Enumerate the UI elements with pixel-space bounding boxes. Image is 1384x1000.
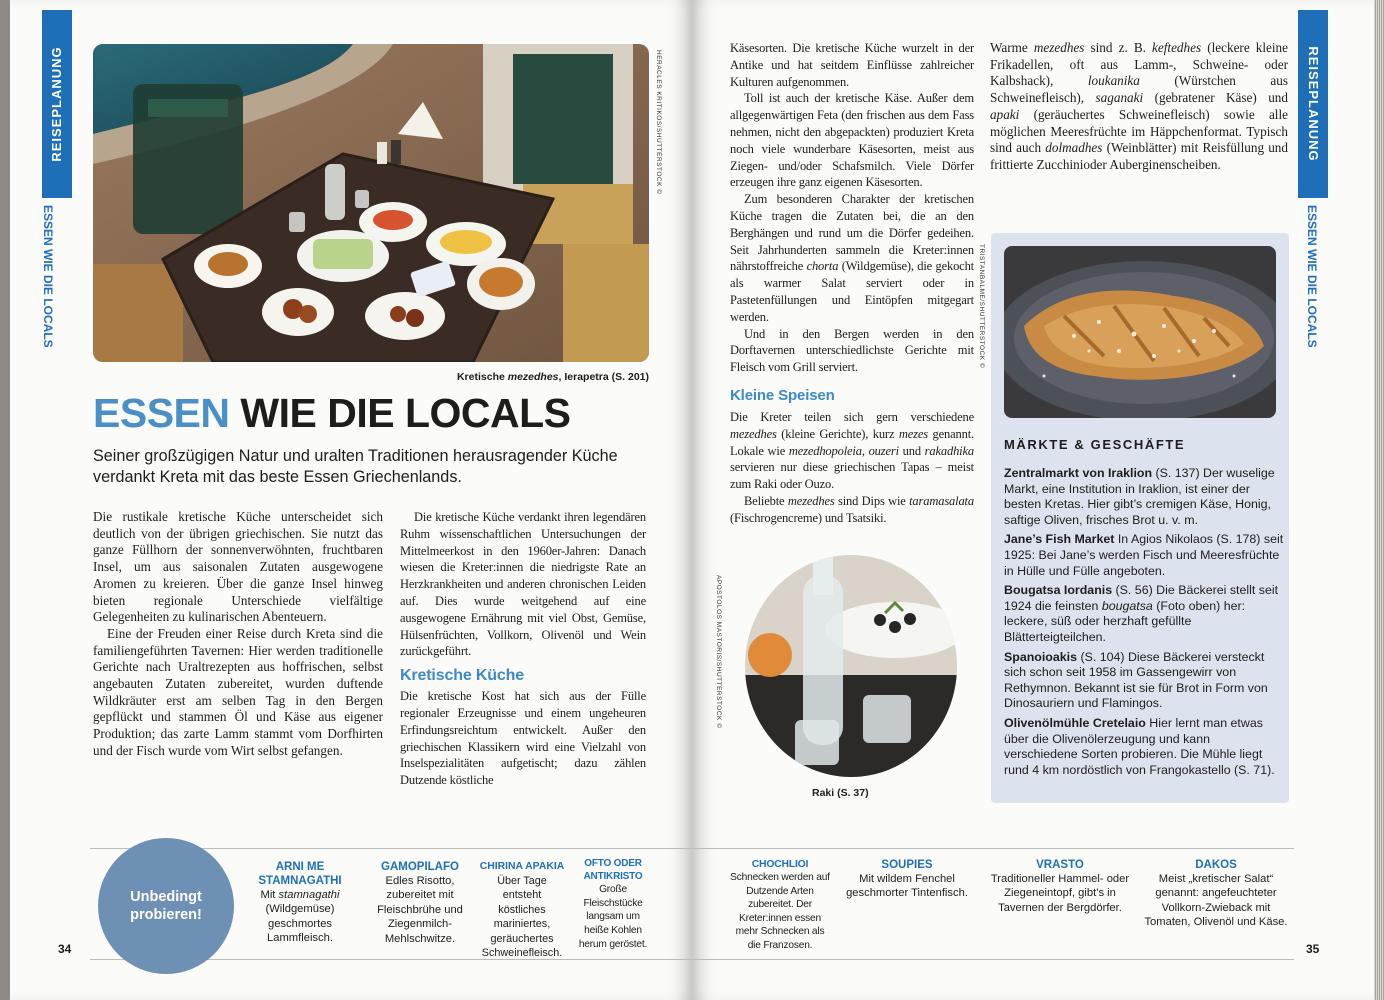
food-photo-illustration — [93, 44, 649, 362]
market-description: (S. 56) Die Bäckerei stellt seit 1924 die feinsten — [1004, 583, 1279, 613]
section-tab — [1298, 10, 1328, 198]
dish-name: DAKOS — [1195, 859, 1237, 871]
italic-term: apaki — [990, 106, 1020, 122]
italic-term: rakadhika — [924, 443, 974, 458]
dish-description-text: Mit — [260, 889, 279, 901]
market-name: Spanoioakis — [1004, 649, 1077, 664]
left-column-2 — [400, 509, 646, 789]
dish-description-italic: stamnagathi — [278, 889, 340, 901]
italic-term: mezedhopoleia — [788, 443, 862, 458]
italic-term: ouzeri — [868, 443, 899, 458]
box-entries — [1004, 466, 1284, 782]
must-try-item — [730, 858, 830, 953]
page-title-rest: WIE DIE LOCALS — [240, 390, 571, 436]
must-try-item — [844, 858, 970, 901]
market-italic: bougatsa — [1101, 598, 1153, 613]
chapter-side-label: ESSEN WIE DIE LOCALS — [1305, 205, 1319, 348]
photo-credit: HERACLES KRITIKOS/SHUTTERSTOCK © — [655, 50, 662, 195]
text-run: Warme — [990, 40, 1034, 55]
subheading: Kleine Speisen — [730, 386, 835, 404]
text-run: (Würstchen aus Schweinefleisch), — [990, 73, 1288, 106]
section-tab — [42, 10, 72, 198]
paragraph — [990, 40, 1288, 174]
dish-description: Große Fleischstücke langsam um heiße Kohlen herum geröstet. — [578, 884, 648, 950]
market-entry — [1004, 583, 1284, 645]
text-run: genannt. Lokale wie — [730, 426, 974, 458]
food-photo — [93, 44, 649, 362]
paragraph: Die kretische Küche verdankt ihren legendären Ruhm wissenschaftlichen Untersuchungen der Mittelmeerkost in den 1960er-Jahren: Danach wiesen die Kreter:innen die niedrigste Rate an Herzkrankheiten und anderen chronischen Leiden auf. Dies wurde weitgehend auf eine ausgewogene Ernährung mit viel Obst, Gemüse, Hülsenfrüchten, Vollkorn, Olivenöl und Wein zurückgeführt. — [400, 510, 646, 659]
dish-name: SOUPIES — [881, 859, 933, 871]
markets-box — [991, 233, 1289, 803]
italic-term: taramasalata — [909, 493, 974, 508]
italic-term: dolmadhes — [1045, 140, 1103, 156]
text-run: Die Kreter teilen sich gern verschiedene — [730, 409, 974, 424]
dish-name: VRASTO — [1036, 859, 1084, 871]
italic-term: mezes — [898, 426, 928, 441]
page-edge — [1374, 0, 1384, 1000]
paragraph — [730, 493, 974, 527]
dish-description: Mit wildem Fenchel geschmorter Tintenfisch. — [846, 873, 968, 900]
text-run: sind z. B. — [1084, 40, 1153, 55]
dish-name: ARNI ME STAMNAGATHI — [258, 861, 342, 887]
photo-caption-italic: mezedhes — [507, 371, 559, 383]
photo-caption-location: , Ierapetra (S. 201) — [558, 371, 649, 383]
text-run: (kleine Gerichte), kurz — [776, 426, 899, 441]
must-try-item — [366, 860, 474, 946]
must-try-item — [1144, 858, 1288, 930]
text-run: (Fischrogencreme) und Tsatsiki. — [730, 510, 887, 525]
pastry-photo — [1004, 246, 1276, 418]
page-number: 34 — [58, 942, 72, 956]
paragraph: Toll ist auch der kretische Käse. Außer dem allgegenwärtigen Feta (den frischen aus dem Fass nehmen, nicht den abgepackten) produziert Kreta noch viele wunderbare Käsesorten, meist aus Ziegen- und/oder Schafsmilch. Viele Dörfer erzeugen ihre ganz eigenen Käsesorten. — [730, 91, 974, 190]
dish-description: Meist „kretischer Salat“ genannt: angefeuchteter Vollkorn-Zwieback mit Tomaten, Olivenöl und Käse. — [1144, 873, 1288, 929]
section-tab-label: REISEPLANUNG — [49, 46, 64, 162]
photo-caption-text: Kretische — [456, 371, 508, 383]
dish-description-text: (Wildgemüse) geschmortes Lammfleisch. — [265, 903, 335, 945]
pastry-photo-illustration — [1004, 246, 1276, 418]
photo-credit: APOSTOLOS MASTORIS/SHUTTERSTOCK © — [715, 575, 722, 729]
box-title: MÄRKTE & GESCHÄFTE — [1004, 437, 1186, 452]
text-run: , — [861, 443, 869, 458]
paragraph — [730, 409, 974, 493]
market-entry — [1004, 532, 1284, 579]
text-run: (leckere kleine Frikadellen, oft aus Lamm-, Schweine- oder Kalbshack), — [990, 40, 1288, 89]
photo-credit: TRISTANBALME/SHUTTERSTOCK © — [978, 244, 985, 369]
market-description: In Agios Nikolaos (S. 178) seit 1925: Bei Jane’s werden Fisch und Meeresfrüchte in Hülle und Fülle angeboten. — [1004, 532, 1284, 578]
market-name: Bougatsa Iordanis — [1004, 583, 1113, 598]
dish-description: Edles Risotto, zubereitet mit Fleischbrühe und Ziegenmilch-Mehlschwitze. — [377, 875, 463, 945]
paragraph: Käsesorten. Die kretische Küche wurzelt in der Antike und hat seitdem Einflüsse zahlreicher Kulturen aufgenommen. — [730, 41, 974, 89]
market-entry — [1004, 650, 1284, 712]
market-entry — [1004, 466, 1284, 528]
right-column-1 — [730, 40, 974, 527]
must-try-badge — [98, 838, 234, 974]
left-page — [10, 0, 692, 1000]
photo-caption — [93, 370, 649, 384]
must-try-item — [984, 858, 1136, 915]
market-name: Jane’s Fish Market — [1004, 532, 1115, 547]
must-try-label: Unbedingt probieren! — [130, 889, 202, 923]
page-title-accent: ESSEN — [93, 390, 230, 436]
market-description: Hier lernt man etwas über die Olivenölerzeugung und kann verschiedene Sorten probieren. Die Mühle liegt rund 4 km nordöstlich von Frangokastello (S. 71). — [1004, 715, 1275, 777]
market-description: (Foto oben) her: leckere, süß oder herzhaft gefüllte Blätterteigteilchen. — [1004, 598, 1246, 644]
subheading: Kretische Küche — [400, 667, 525, 685]
dish-description: Über Tage entsteht köstliches mariniertes, geräuchertes Schweinefleisch. — [481, 875, 563, 960]
paragraph: Und in den Bergen werden in den Dorftavernen unterschiedlichste Gerichte mit Fleisch vom Grill serviert. — [730, 326, 974, 375]
paragraph: Eine der Freuden einer Reise durch Kreta sind die familiengeführten Tavernen: Hier werden traditionelle Gerichte nach Uraltrezepten aus hoffrischen, selbst angebauten Zutaten zubereitet, wurden duftende Wildkräuter erst am selben Tag in den Bergen gepflückt und stammen Öl und Käse aus eigener Produktion; das zarte Lamm stammt vom Dorfhirten und der Fisch wurde vom Wirt selbst gefangen. — [93, 625, 383, 758]
dish-name: GAMOPILAFO — [381, 861, 459, 873]
text-run: sind Dips wie — [834, 493, 910, 508]
chapter-side-label: ESSEN WIE DIE LOCALS — [41, 205, 55, 348]
raki-photo — [745, 555, 957, 777]
market-name: Olivenölmühle Cretelaio — [1004, 715, 1146, 730]
dish-description: Traditioneller Hammel- oder Ziegeneintopf, gibt’s in Tavernen der Bergdörfer. — [990, 873, 1130, 914]
section-tab-label: REISEPLANUNG — [1306, 46, 1321, 162]
text-run: und — [898, 443, 925, 458]
italic-term: mezedhes — [730, 426, 777, 441]
page-number: 35 — [1306, 942, 1320, 956]
text-run: Beliebte — [744, 493, 788, 508]
text-run: servieren nur diese griechischen Tapas – meist zum Raki oder Ouzo. — [730, 460, 974, 492]
right-page — [692, 0, 1374, 1000]
paragraph: Die kretische Kost hat sich aus der Fülle regionaler Erzeugnisse und einem ungeheuren Erfindungsreichtum entwickelt. Außer den griechischen Klassikern wird eine Vielzahl von Inselspezialitäten aufgetischt; dazu zählen Dutzende köstliche — [400, 689, 646, 788]
text-run: (gebratener Käse) und — [1143, 90, 1288, 106]
market-entry — [1004, 716, 1284, 778]
must-try-item — [242, 860, 358, 946]
italic-term: chorta — [806, 259, 839, 274]
dish-description — [242, 888, 358, 946]
text-run: (geräuchertes Schweinefleisch) sowie alle möglichen Meeresfrüchte im Häppchenformat. Typisch sind auch — [990, 106, 1288, 156]
italic-term: keftedhes — [1152, 40, 1202, 55]
paragraph: Die rustikale kretische Küche unterscheidet sich deutlich von der übrigen griechischen. Sie nutzt das ganze Füllhorn der sonnenverwöhnten, fruchtbaren Insel, um aus saisonalen Zutaten ausgewogene Aromen zu kreieren. Über die ganze Insel hinweg bieten regionale Unterschiede vielfältige Gelegenheiten zu kulinarischen Abenteuern. — [93, 509, 383, 625]
dish-name: OFTO ODER ANTIKRISTO — [583, 858, 643, 882]
market-description: (S. 104) Diese Bäckerei versteckt sich schon seit 1958 im Gassengewirr von Rethymnon. Bekannt ist sie für Brot in Form von Dinosauriern und Flamingos. — [1004, 649, 1268, 711]
intro-text: Seiner großzügigen Natur und uralten Traditionen herausragender Küche verdankt Kreta mit das beste Essen Griechenlands. — [93, 447, 618, 486]
market-description: (S. 137) Der wuselige Markt, eine Institution in Iraklion, ist einer der besten Kretas. Hier gibt’s cremigen Käse, Honig, saftige Oliven, frisches Brot u. v. m. — [1004, 466, 1275, 527]
left-column-1 — [93, 509, 383, 760]
text-run: (Weinblätter) mit Reisfüllung und frittierte Zucchinioder Auberginenscheiben. — [990, 140, 1288, 172]
right-column-2 — [990, 40, 1288, 174]
paragraph — [730, 191, 974, 325]
italic-term: mezedhes — [787, 493, 835, 508]
italic-term: loukanika — [1087, 73, 1140, 89]
italic-term: mezedhes — [1033, 40, 1085, 55]
raki-caption: Raki (S. 37) — [812, 787, 869, 799]
text-run: Zum besonderen Charakter der kretischen Küche tragen die Zutaten bei, die an den Berghängen und rund um die Dörfer gedeihen. Seit Jahrhunderten sammeln die Kreter:innen nährstoffreiche — [730, 192, 974, 274]
dish-description: Schnecken werden auf Dutzende Arten zubereitet. Der Kreter:innen essen mehr Schnecken als die Franzosen. — [730, 872, 830, 951]
dish-name: CHIRINA APAKIA — [479, 861, 565, 872]
must-try-item — [576, 858, 650, 951]
dish-name: CHOCHLIOI — [751, 859, 809, 870]
raki-photo-illustration — [745, 555, 957, 777]
text-run: (Wildgemüse), die gekocht als warmer Salat serviert oder in Pastetenfüllungen und Eintöpfen mitgegart werden. — [730, 259, 974, 324]
italic-term: saganaki — [1095, 90, 1144, 106]
page-title — [93, 390, 571, 436]
must-try-item — [478, 860, 566, 960]
market-name: Zentralmarkt von Iraklion — [1004, 466, 1153, 480]
